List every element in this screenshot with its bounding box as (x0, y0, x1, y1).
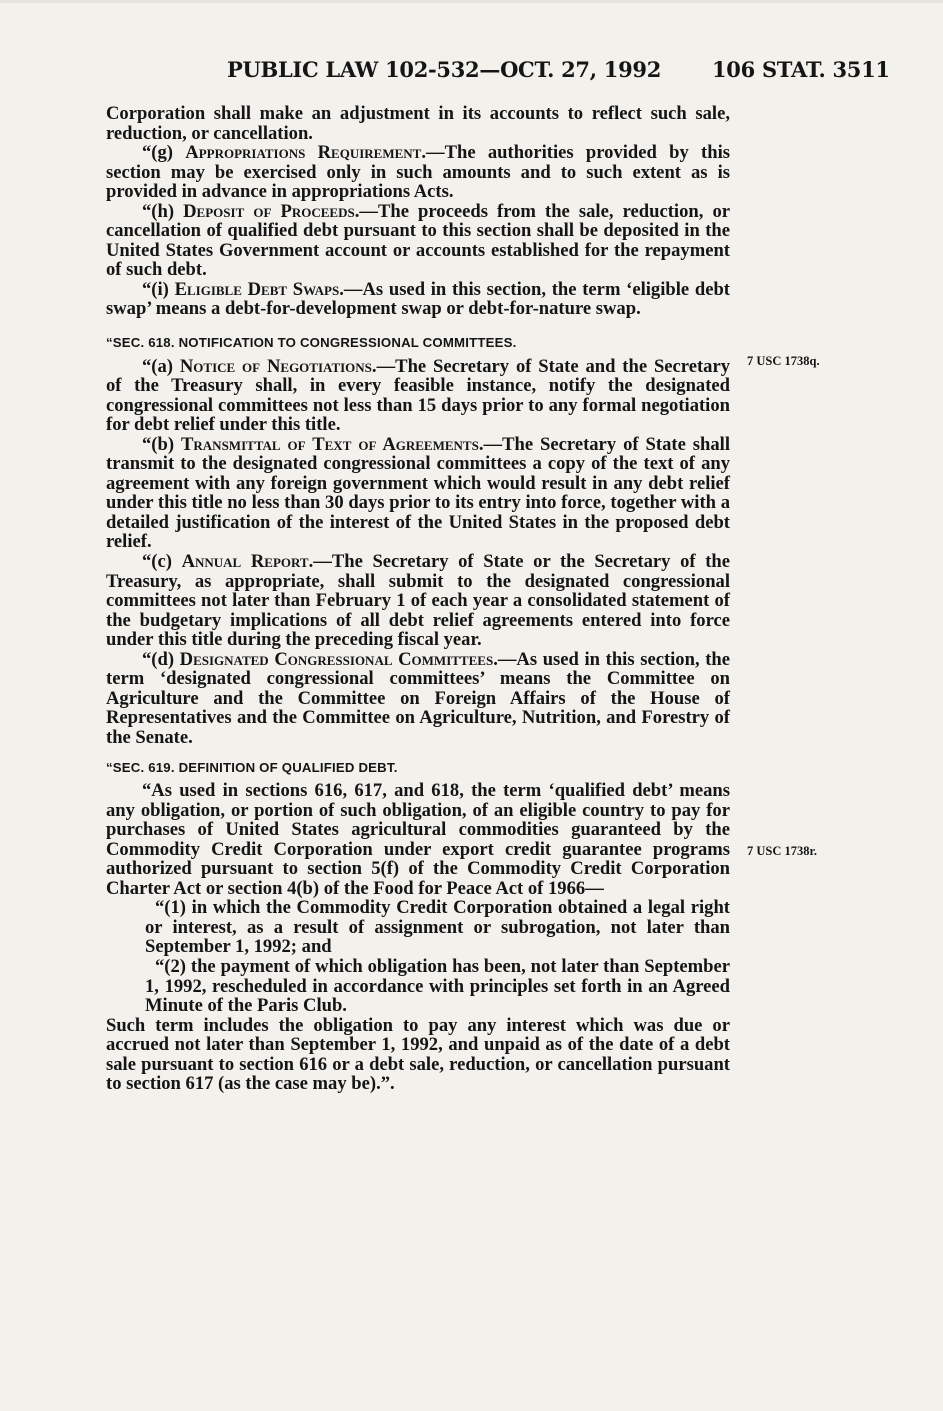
subsection-heading: Eligible Debt Swaps (174, 278, 340, 300)
subsection-heading: Deposit of Proceeds (183, 200, 355, 222)
subsection-heading: Designated Congressional Committees (179, 648, 494, 670)
subsection-c: “(c) Annual Report.—The Secretary of State or the Secretary of the Treasury, as appropriate, shall submit to the designated congressional committees not later than February 1 of each year a consolidated statement of the budgetary implications of all debt relief agreements entered into force under this title during the preceding fiscal year. (106, 551, 730, 651)
section-619-heading: “SEC. 619. DEFINITION OF QUALIFIED DEBT. (106, 759, 398, 775)
subsection-i: “(i) Eligible Debt Swaps.—As used in this section, the term ‘eligible debt swap’ means a debt-for-development swap or debt-for-nature swap. (106, 278, 730, 320)
subsection-heading: Transmittal of Text of Agreements (181, 433, 479, 455)
margin-note-sec619: 7 USC 1738r. (747, 844, 818, 858)
subsection-d: “(d) Designated Congressional Committees.—As used in this section, the term ‘designated congressional committees’ means the Committee on Agriculture and the Committee on Foreign Affairs of the House of Representatives and the Committee on Agriculture, Nutrition, and Forestry of the Senate. (106, 648, 731, 748)
definition-intro: “As used in sections 616, 617, and 618, the term ‘qualified debt’ means any obligation, or portion of such obligation, of an eligible country to pay for purchases of United States agricultural commodities guaranteed by the Commodity Credit Corporation under export credit guarantee programs authorized pursuant to section 5(f) of the Commodity Credit Corporation Charter Act or section 4(b) of the Food for Peace Act of 1966— (106, 780, 730, 899)
paragraph: Corporation shall make an adjustment in its accounts to reflect such sale, reduction, or cancellation. (106, 103, 730, 144)
margin-note-sec618: 7 USC 1738q. (747, 354, 820, 368)
section-618-heading: “SEC. 618. NOTIFICATION TO CONGRESSIONAL COMMITTEES. (106, 335, 517, 351)
definition-closing: Such term includes the obligation to pay any interest which was due or accrued not later than September 1, 1992, and unpaid as of the date of a debt sale pursuant to section 616 or a debt sale, reduction, or cancellation pursuant to section 617 (as the case may be).”. (106, 1014, 730, 1095)
subsection-heading: Annual Report (181, 551, 309, 573)
definition-clause-1: “(1) in which the Commodity Credit Corporation obtained a legal right or interest, as a result of assignment or subrogation, not later than September 1, 1992; and (145, 897, 730, 958)
page-header (0, 57, 943, 83)
definition-clause-2: “(2) the payment of which obligation has been, not later than September 1, 1992, rescheduled in accordance with principles set forth in an Agreed Minute of the Paris Club. (145, 955, 730, 1017)
subsection-h: “(h) Deposit of Proceeds.—The proceeds from the sale, reduction, or cancellation of qualified debt pursuant to this section shall be deposited in the United States Government account or accounts established for the repayment of such debt. (106, 200, 730, 281)
law-citation: PUBLIC LAW 102-532—OCT. 27, 1992 (227, 57, 662, 82)
statute-page: 106 STAT. 3511 (712, 57, 890, 82)
subsection-heading: Appropriations Requirement (185, 142, 422, 164)
subsection-heading: Notice of Negotiations (179, 355, 372, 377)
subsection-g: “(g) Appropriations Requirement.—The authorities provided by this section may be exercised only in such amounts and to such extent as is provided in advance in appropriations Acts. (106, 142, 730, 203)
scan-edge (0, 0, 943, 3)
subsection-a: “(a) Notice of Negotiations.—The Secretary of State and the Secretary of the Treasury shall, in every feasible instance, notify the designated congressional committees not less than 15 days prior to any formal negotiation for debt relief under this title. (106, 355, 730, 436)
subsection-b: “(b) Transmittal of Text of Agreements.—The Secretary of State shall transmit to the designated congressional committees a copy of the text of any agreement with any foreign government which would result in any debt relief under this title no less than 30 days prior to its entry into force, together with a detailed justification of the interest of the United States in the proposed debt relief. (106, 433, 731, 553)
document-body (106, 104, 730, 1094)
